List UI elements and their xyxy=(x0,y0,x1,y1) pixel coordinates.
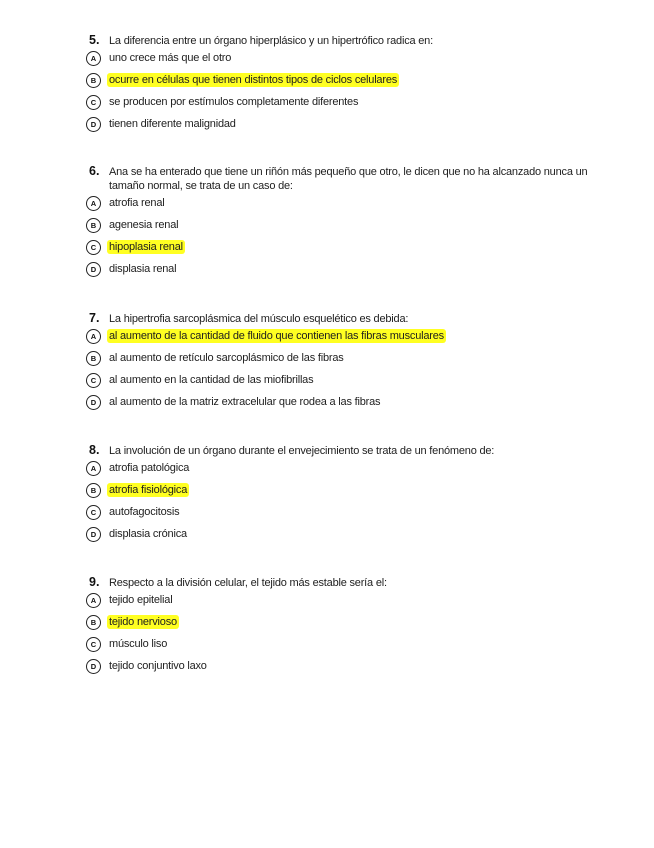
option-text: tejido conjuntivo laxo xyxy=(109,660,207,672)
question-text: La involución de un órgano durante el envejecimiento se trata de un fenómeno de: xyxy=(109,445,495,457)
option-text-highlighted: hipoplasia renal xyxy=(109,241,183,253)
question-number: 5. xyxy=(89,33,100,47)
option-text: displasia renal xyxy=(109,263,177,275)
option-text: al aumento de retículo sarcoplásmico de las fibras xyxy=(109,352,344,364)
option-letter-circle: B xyxy=(86,483,101,498)
question-7 xyxy=(0,311,654,415)
option-letter-circle: D xyxy=(86,395,101,410)
question-8 xyxy=(0,443,654,547)
option-c[interactable] xyxy=(0,503,654,525)
option-letter-circle: B xyxy=(86,615,101,630)
question-5 xyxy=(0,33,654,137)
option-a[interactable] xyxy=(0,194,654,216)
option-letter-circle: C xyxy=(86,505,101,520)
option-letter-circle: D xyxy=(86,527,101,542)
option-a[interactable] xyxy=(0,459,654,481)
option-text: se producen por estímulos completamente diferentes xyxy=(109,96,359,108)
option-c[interactable] xyxy=(0,238,654,260)
option-d[interactable] xyxy=(0,115,654,137)
option-letter-circle: C xyxy=(86,637,101,652)
option-text-highlighted: atrofia fisiológica xyxy=(109,484,188,496)
option-text: agenesia renal xyxy=(109,219,179,231)
question-text: Respecto a la división celular, el tejido más estable sería el: xyxy=(109,577,387,589)
option-letter-circle: D xyxy=(86,117,101,132)
option-text: atrofia renal xyxy=(109,197,165,209)
option-letter-circle: B xyxy=(86,73,101,88)
option-a[interactable] xyxy=(0,591,654,613)
option-b[interactable] xyxy=(0,71,654,93)
option-c[interactable] xyxy=(0,93,654,115)
option-text: autofagocitosis xyxy=(109,506,180,518)
option-text-highlighted: al aumento de la cantidad de fluido que contienen las fibras musculares xyxy=(109,330,444,342)
option-letter-circle: A xyxy=(86,329,101,344)
option-letter-circle: B xyxy=(86,218,101,233)
question-text: Ana se ha enterado que tiene un riñón más pequeño que otro, le dicen que no ha alcanzado nunca un tamaño normal, se trata de un caso de: xyxy=(109,166,588,192)
option-text: displasia crónica xyxy=(109,528,187,540)
option-d[interactable] xyxy=(0,393,654,415)
option-text-highlighted: ocurre en células que tienen distintos tipos de ciclos celulares xyxy=(109,74,398,86)
option-text: uno crece más que el otro xyxy=(109,52,232,64)
question-number: 6. xyxy=(89,164,100,178)
question-number: 7. xyxy=(89,311,100,325)
option-text: tejido epitelial xyxy=(109,594,173,606)
option-d[interactable] xyxy=(0,525,654,547)
option-text: músculo liso xyxy=(109,638,168,650)
option-letter-circle: A xyxy=(86,461,101,476)
option-c[interactable] xyxy=(0,371,654,393)
option-letter-circle: C xyxy=(86,240,101,255)
option-letter-circle: D xyxy=(86,659,101,674)
option-letter-circle: C xyxy=(86,95,101,110)
question-text: La diferencia entre un órgano hiperplásico y un hipertrófico radica en: xyxy=(109,35,433,47)
option-letter-circle: A xyxy=(86,593,101,608)
option-letter-circle: B xyxy=(86,351,101,366)
option-letter-circle: D xyxy=(86,262,101,277)
question-text: La hipertrofia sarcoplásmica del músculo esquelético es debida: xyxy=(109,313,409,325)
option-c[interactable] xyxy=(0,635,654,657)
option-letter-circle: C xyxy=(86,373,101,388)
question-9 xyxy=(0,575,654,679)
option-letter-circle: A xyxy=(86,196,101,211)
option-b[interactable] xyxy=(0,349,654,371)
option-b[interactable] xyxy=(0,481,654,503)
option-text: al aumento en la cantidad de las miofibrillas xyxy=(109,374,314,386)
option-a[interactable] xyxy=(0,327,654,349)
option-d[interactable] xyxy=(0,260,654,282)
question-number: 9. xyxy=(89,575,100,589)
option-d[interactable] xyxy=(0,657,654,679)
question-6 xyxy=(0,164,654,282)
question-number: 8. xyxy=(89,443,100,457)
option-text: tienen diferente malignidad xyxy=(109,118,236,130)
option-text: al aumento de la matriz extracelular que rodea a las fibras xyxy=(109,396,381,408)
option-b[interactable] xyxy=(0,613,654,635)
option-text: atrofia patológica xyxy=(109,462,190,474)
option-letter-circle: A xyxy=(86,51,101,66)
option-text-highlighted: tejido nervioso xyxy=(109,616,177,628)
option-b[interactable] xyxy=(0,216,654,238)
option-a[interactable] xyxy=(0,49,654,71)
